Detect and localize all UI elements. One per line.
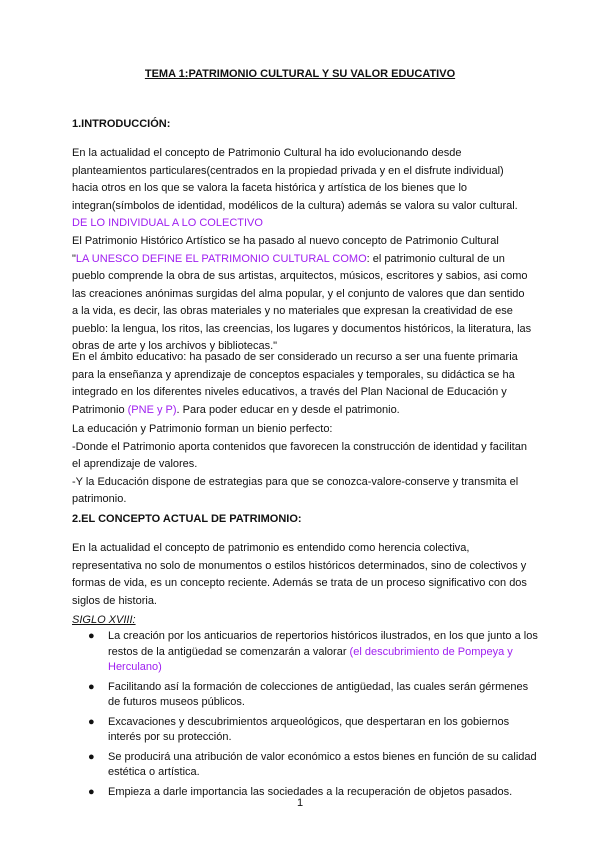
intro-paragraph-4 (72, 421, 532, 509)
unesco-definition-accent: LA UNESCO DEFINE EL PATRIMONIO CULTURAL COMO (75, 252, 367, 265)
intro-paragraph-2-rest: : el patrimonio cultural de un pueblo comprende la obra de sus artistas, arquitectos, músicos, escritores y sabios, asi como las creaciones anónimas surgidas del alma popular, y el conjunto de valores que dan sentido a la vida, es decir, las obras materiales y no materiales que expresan la creatividad de ese pueblo: la lengua, los ritos, las creencias, los lugares y documentos históricos, la literatura, las obras de arte y los archivos y bibliotecas." (72, 252, 532, 352)
siglo-xviii-label: SIGLO XVIII: (72, 614, 136, 626)
list-item-text: Empieza a darle importancia las sociedades a la recuperación de objetos pasados. (108, 785, 513, 798)
bullet-icon: ● (88, 630, 95, 642)
list-item-text: La creación por los anticuarios de repertorios históricos ilustrados, en los que junto a los restos de la antigüedad se comenzarán a valorar (108, 630, 538, 658)
section-1-heading: 1.INTRODUCCIÓN: (72, 118, 171, 130)
list-item-text: Facilitando así la formación de colecciones de antigüedad, las cuales serán gérmenes de futuros museos públicos. (108, 680, 529, 708)
page-number: 1 (296, 797, 304, 809)
bullet-icon: ● (88, 715, 95, 728)
list-item-text: Se producirá una atribución de valor económico a estos bienes en función de su calidad estética o artística. (108, 750, 537, 778)
intro-paragraph-2-quote-open: " (72, 252, 76, 265)
list-item (72, 680, 542, 711)
list-item (72, 750, 542, 781)
intro-paragraph-4-line-1: La educación y Patrimonio forman un bienio perfecto: (72, 423, 333, 435)
intro-paragraph-2-intro: El Patrimonio Histórico Artístico se ha pasado al nuevo concepto de Patrimonio Cultural (72, 235, 499, 247)
intro-paragraph-1 (72, 145, 532, 233)
bullet-icon: ● (88, 750, 95, 763)
concept-paragraph: En la actualidad el concepto de patrimonio es entendido como herencia colectiva, representativa no solo de monumentos o estilos históricos determinados, sino de colectivos y formas de vida, es un concepto reciente. Además se trata de un proceso significativo con dos siglos de historia. (72, 542, 527, 607)
list-item-text: Excavaciones y descubrimientos arqueológicos, que despertaran en los gobiernos interés por su protección. (108, 715, 510, 743)
intro-paragraph-2 (72, 233, 532, 356)
siglo-xviii-list (72, 629, 542, 804)
list-item (72, 715, 542, 746)
intro-paragraph-3 (72, 349, 532, 419)
intro-paragraph-4-line-3: -Y la Educación dispone de estrategias para que se conozca-valore-conserve y transmita el patrimonio. (72, 475, 519, 505)
bullet-icon: ● (88, 680, 95, 693)
intro-paragraph-4-line-2: -Donde el Patrimonio aporta contenidos que favorecen la construcción de identidad y facilitan el aprendizaje de valores. (72, 440, 527, 470)
intro-paragraph-3-text: En el ámbito educativo: ha pasado de ser considerado un recurso a ser una fuente primaria para la enseñanza y aprendizaje de conceptos espaciales y temporales, su didáctica se ha integrado en los diferentes niveles educativos, a través del Plan Nacional de Educación y Patrimonio (72, 351, 518, 416)
section-2-heading: 2.EL CONCEPTO ACTUAL DE PATRIMONIO: (72, 513, 302, 525)
intro-paragraph-1-text: En la actualidad el concepto de Patrimonio Cultural ha ido evolucionando desde planteamientos particulares(centrados en la propiedad privada y en el disfrute individual) hacia otros en los que se valora la faceta histórica y artística de los bienes que lo integran(símbolos de identidad, modélicos de la cultura) además se valora su valor cultural. (72, 147, 518, 212)
intro-paragraph-1-accent: DE LO INDIVIDUAL A LO COLECTIVO (72, 217, 263, 229)
bullet-icon: ● (88, 785, 95, 798)
pnep-accent: (PNE y P) (127, 403, 177, 416)
document-title: TEMA 1:PATRIMONIO CULTURAL Y SU VALOR EDUCATIVO (144, 68, 456, 80)
list-item (72, 629, 542, 676)
intro-paragraph-3-end: . Para poder educar en y desde el patrimonio. (176, 403, 400, 416)
pompeya-accent: (el descubrimiento de Pompeya y Herculano) (108, 645, 513, 673)
